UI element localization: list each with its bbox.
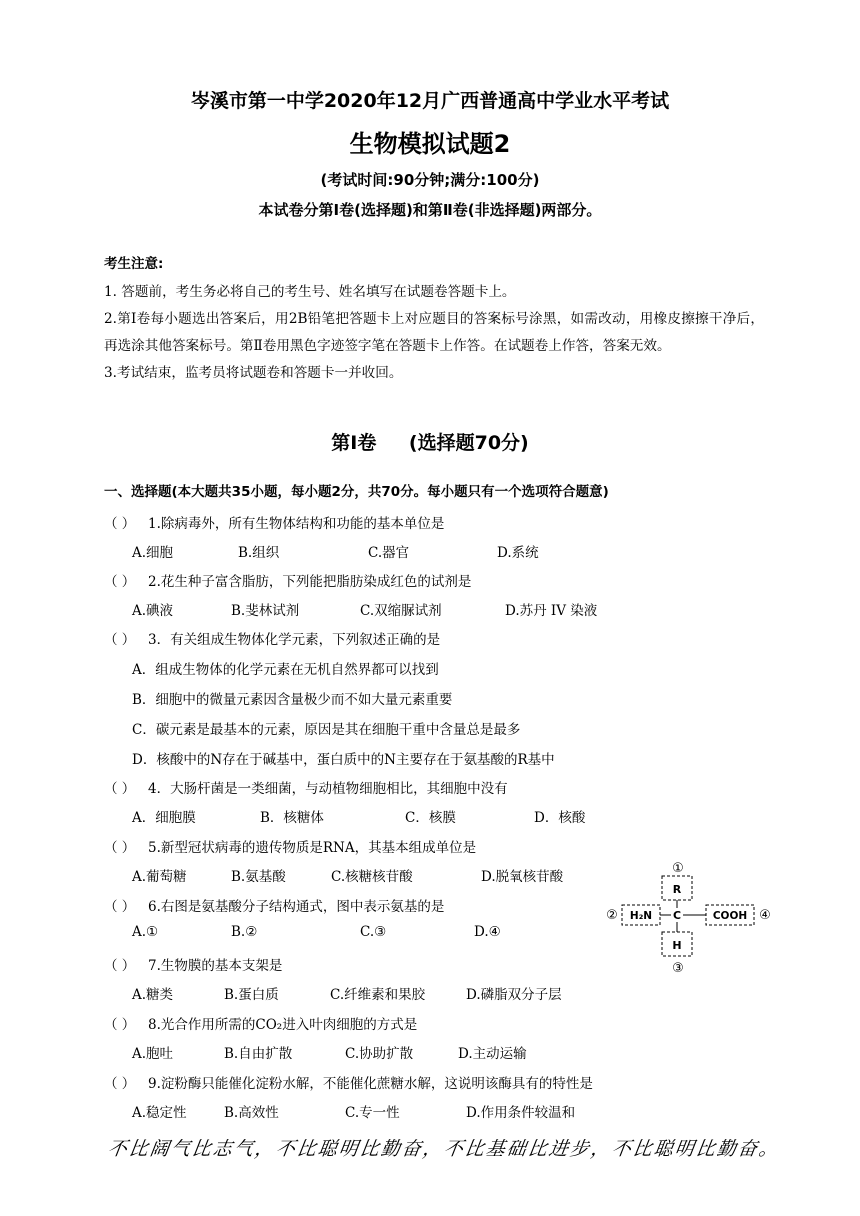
paper-composition-note: 本试卷分第Ⅰ卷(选择题)和第Ⅱ卷(非选择题)两部分。 <box>258 201 602 219</box>
central-carbon-atom: C <box>672 909 682 922</box>
option-b: B.氨基酸 <box>231 869 286 885</box>
question-text: 5.新型冠状病毒的遗传物质是RNA，其基本组成单位是 <box>148 840 477 856</box>
exam-title: 岑溪市第一中学2020年12月广西普通高中学业水平考试 <box>190 90 670 112</box>
question-stem <box>104 512 444 532</box>
answer-blank: （ ） <box>104 781 136 797</box>
r-group-atom: R <box>672 883 682 896</box>
part-heading: 一、选择题(本大题共35小题，每小题2分，共70分。每小题只有一个选项符合题意) <box>104 484 609 500</box>
question-stem <box>104 895 444 915</box>
option-a: A.碘液 <box>132 603 174 619</box>
answer-blank: （ ） <box>104 1076 136 1092</box>
paper-title: 生物模拟试题2 <box>349 130 511 158</box>
option-d: D．核酸中的N存在于碱基中，蛋白质中的N主要存在于氨基酸的R基中 <box>132 752 555 768</box>
notice-item: 1. 答题前，考生务必将自己的考生号、姓名填写在试题卷答题卡上。 <box>104 284 516 300</box>
option-d: D.系统 <box>497 545 539 561</box>
label-circle-4: ④ <box>759 908 771 923</box>
option-c: C．碳元素是最基本的元素，原因是其在细胞干重中含量总是最多 <box>132 722 521 738</box>
question-text: 9.淀粉酶只能催化淀粉水解，不能催化蔗糖水解，这说明该酶具有的特性是 <box>148 1076 593 1092</box>
option-b: B.蛋白质 <box>224 987 279 1003</box>
option-d: D.苏丹 IV 染液 <box>505 603 598 619</box>
option-d: D.④ <box>474 924 501 940</box>
option-a: A．细胞膜 <box>132 810 196 826</box>
answer-blank: （ ） <box>104 1017 136 1033</box>
handwritten-motto: 不比阔气比志气，不比聪明比勤奋，不比基础比进步，不比聪明比勤奋。 <box>106 1138 782 1160</box>
option-a: A.稳定性 <box>132 1105 187 1121</box>
question-text: 6.右图是氨基酸分子结构通式，图中表示氨基的是 <box>148 899 445 915</box>
option-a: A.胞吐 <box>132 1046 174 1062</box>
question-text: 4．大肠杆菌是一类细菌，与动植物细胞相比，其细胞中没有 <box>148 781 508 797</box>
option-c: C.纤维素和果胶 <box>330 987 426 1003</box>
option-d: D.磷脂双分子层 <box>466 987 562 1003</box>
carboxyl-group-atom: COOH <box>712 910 748 922</box>
answer-blank: （ ） <box>104 840 136 856</box>
notice-item: 3.考试结束，监考员将试题卷和答题卡一并收回。 <box>104 365 403 381</box>
option-b: B.高效性 <box>224 1105 279 1121</box>
option-a: A．组成生物体的化学元素在无机自然界都可以找到 <box>132 662 439 678</box>
option-c: C.③ <box>360 924 387 940</box>
option-b: B．细胞中的微量元素因含量极少而不如大量元素重要 <box>132 692 453 708</box>
label-circle-2: ② <box>606 908 618 923</box>
question-text: 1.除病毒外，所有生物体结构和功能的基本单位是 <box>148 516 445 532</box>
amino-acid-structure-figure <box>602 858 777 982</box>
question-stem <box>104 954 282 974</box>
label-circle-1: ① <box>672 861 684 876</box>
question-text: 8.光合作用所需的CO₂进入叶肉细胞的方式是 <box>148 1017 418 1033</box>
option-b: B.② <box>231 924 258 940</box>
answer-blank: （ ） <box>104 574 136 590</box>
amino-group-atom: H₂N <box>629 910 653 922</box>
option-d: D.主动运输 <box>458 1046 527 1062</box>
option-d: D.脱氧核苷酸 <box>481 869 564 885</box>
label-circle-3: ③ <box>672 961 684 976</box>
option-c: C.器官 <box>368 545 410 561</box>
option-b: B．核糖体 <box>260 810 324 826</box>
option-c: C.专一性 <box>345 1105 400 1121</box>
section-title: 第Ⅰ卷 (选择题70分) <box>331 432 529 454</box>
option-c: C．核膜 <box>405 810 456 826</box>
answer-blank: （ ） <box>104 899 136 915</box>
answer-blank: （ ） <box>104 516 136 532</box>
time-score-note: (考试时间:90分钟;满分:100分) <box>320 171 540 189</box>
option-d: D．核酸 <box>534 810 586 826</box>
question-stem <box>104 1013 417 1033</box>
option-b: B.斐林试剂 <box>231 603 300 619</box>
question-stem <box>104 777 508 797</box>
option-c: C.双缩脲试剂 <box>360 603 442 619</box>
option-b: B.组织 <box>238 545 280 561</box>
option-c: C.协助扩散 <box>345 1046 414 1062</box>
notice-list <box>104 279 764 387</box>
option-a: A.① <box>132 924 159 940</box>
answer-blank: （ ） <box>104 632 136 648</box>
option-d: D.作用条件较温和 <box>466 1105 576 1121</box>
question-text: 2.花生种子富含脂肪，下列能把脂肪染成红色的试剂是 <box>148 574 472 590</box>
question-text: 3．有关组成生物体化学元素，下列叙述正确的是 <box>148 632 441 648</box>
question-stem <box>104 836 476 856</box>
question-stem <box>104 1072 593 1092</box>
question-stem <box>104 570 471 590</box>
answer-blank: （ ） <box>104 958 136 974</box>
option-a: A.糖类 <box>132 987 174 1003</box>
hydrogen-atom: H <box>672 939 682 952</box>
option-c: C.核糖核苷酸 <box>331 869 413 885</box>
question-stem <box>104 628 440 648</box>
notice-item: 2.第Ⅰ卷每小题选出答案后，用2B铅笔把答题卡上对应题目的答案标号涂黑，如需改动，用橡皮擦擦干净后，再选涂其他答案标号。第Ⅱ卷用黑色字迹签字笔在答题卡上作答。在试题卷上作答，答案无效。 <box>104 311 764 354</box>
option-a: A.细胞 <box>132 545 174 561</box>
option-a: A.葡萄糖 <box>132 869 187 885</box>
option-b: B.自由扩散 <box>224 1046 293 1062</box>
question-text: 7.生物膜的基本支架是 <box>148 958 283 974</box>
notice-heading: 考生注意: <box>104 256 164 272</box>
